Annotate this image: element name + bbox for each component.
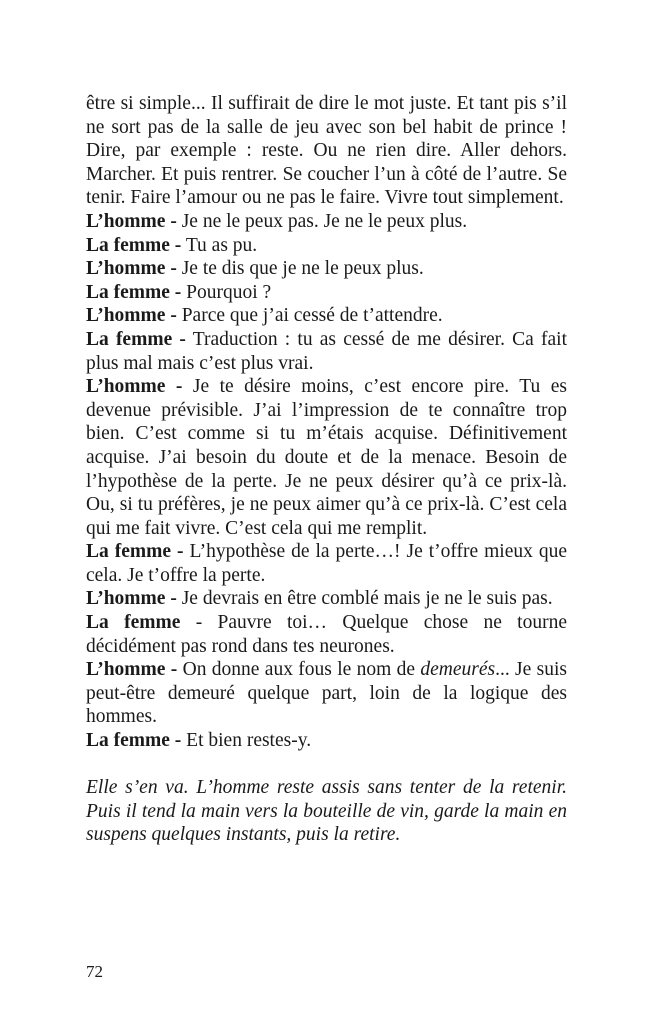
- speaker-name: L’homme -: [86, 258, 177, 280]
- dialogue-text: Je devrais en être comblé mais je ne le suis pas.: [176, 588, 553, 610]
- page-number: 72: [86, 962, 103, 981]
- dialogue-line: [86, 375, 567, 540]
- dialogue-line: [86, 328, 567, 375]
- dialogue-line: [86, 257, 567, 281]
- speaker-name: La femme -: [86, 730, 182, 752]
- dialogue-line: [86, 611, 567, 658]
- speaker-name: La femme -: [86, 541, 184, 563]
- dialogue-line: [86, 658, 567, 729]
- intro-paragraph: être si simple... Il suffirait de dire le mot juste. Et tant pis s’il ne sort pas de la salle de jeu avec son bel habit de prince ! Dire, par exemple : reste. Ou ne rien dire. Aller dehors. Marcher. Et puis rentrer. Se coucher l’un à côté de l’autre. Se tenir. Faire l’amour ou ne pas le faire. Vivre tout simplement.: [86, 93, 567, 209]
- dialogue-line: [86, 729, 567, 753]
- speaker-name: La femme -: [86, 281, 182, 303]
- dialogue-text: - Pauvre toi… Quelque chose ne tourne décidément pas rond dans tes neurones.: [86, 612, 567, 657]
- dialogue-text: Je te dis que je ne le peux plus.: [176, 258, 424, 280]
- speaker-name: L’homme -: [86, 305, 177, 327]
- speaker-name: La femme: [86, 612, 181, 634]
- speaker-name: La femme -: [86, 328, 186, 350]
- dialogue-line: [86, 304, 567, 328]
- speaker-name: L’homme -: [86, 588, 177, 610]
- dialogue-text: Parce que j’ai cessé de t’attendre.: [176, 305, 443, 327]
- speaker-name: L’homme -: [86, 659, 178, 681]
- page-body: [86, 92, 567, 847]
- dialogue-text: Je ne le peux pas. Je ne le peux plus.: [176, 210, 468, 232]
- dialogue-text: Pourquoi ?: [181, 281, 272, 303]
- speaker-name: La femme -: [86, 234, 182, 256]
- stage-direction: Elle s’en va. L’homme reste assis sans tenter de la retenir. Puis il tend la main vers la bouteille de vin, garde la main en suspens quelques instants, puis la retire.: [86, 777, 567, 846]
- dialogue-text: Je te désire moins, c’est encore pire. Tu es devenue prévisible. J’ai l’impression de te connaître trop bien. C’est comme si tu m’étais acquise. Définitivement acquise. J’ai besoin du doute et de la menace. Besoin de l’hypothèse de la perte. Je ne peux désirer qu’à ce prix-là. Ou, si tu préfères, je ne peux aimer qu’à ce prix-là. C’est cela qui me fait vivre. C’est cela qui me remplit.: [86, 376, 567, 539]
- dialogue-text: ... Je suis peut-être demeuré quelque part, loin de la logique des hommes.: [86, 659, 567, 728]
- speaker-name: L’homme -: [86, 376, 183, 398]
- dialogue-text: On donne aux fous le nom de: [177, 659, 421, 681]
- dialogue-line: [86, 210, 567, 234]
- speaker-name: L’homme -: [86, 210, 177, 232]
- emphasized-word: demeurés: [420, 659, 496, 681]
- dialogue-text: Traduction : tu as cessé de me désirer. Ca fait plus mal mais c’est plus vrai.: [86, 328, 567, 374]
- dialogue-text: L’hypothèse de la perte…! Je t’offre mieux que cela. Je t’offre la perte.: [86, 541, 567, 586]
- dialogue-line: [86, 281, 567, 305]
- dialogue-line: [86, 234, 567, 258]
- dialogue-text: Et bien restes-y.: [181, 730, 312, 752]
- dialogue-line: [86, 587, 567, 611]
- dialogue-line: [86, 540, 567, 587]
- dialogue-text: Tu as pu.: [181, 234, 258, 256]
